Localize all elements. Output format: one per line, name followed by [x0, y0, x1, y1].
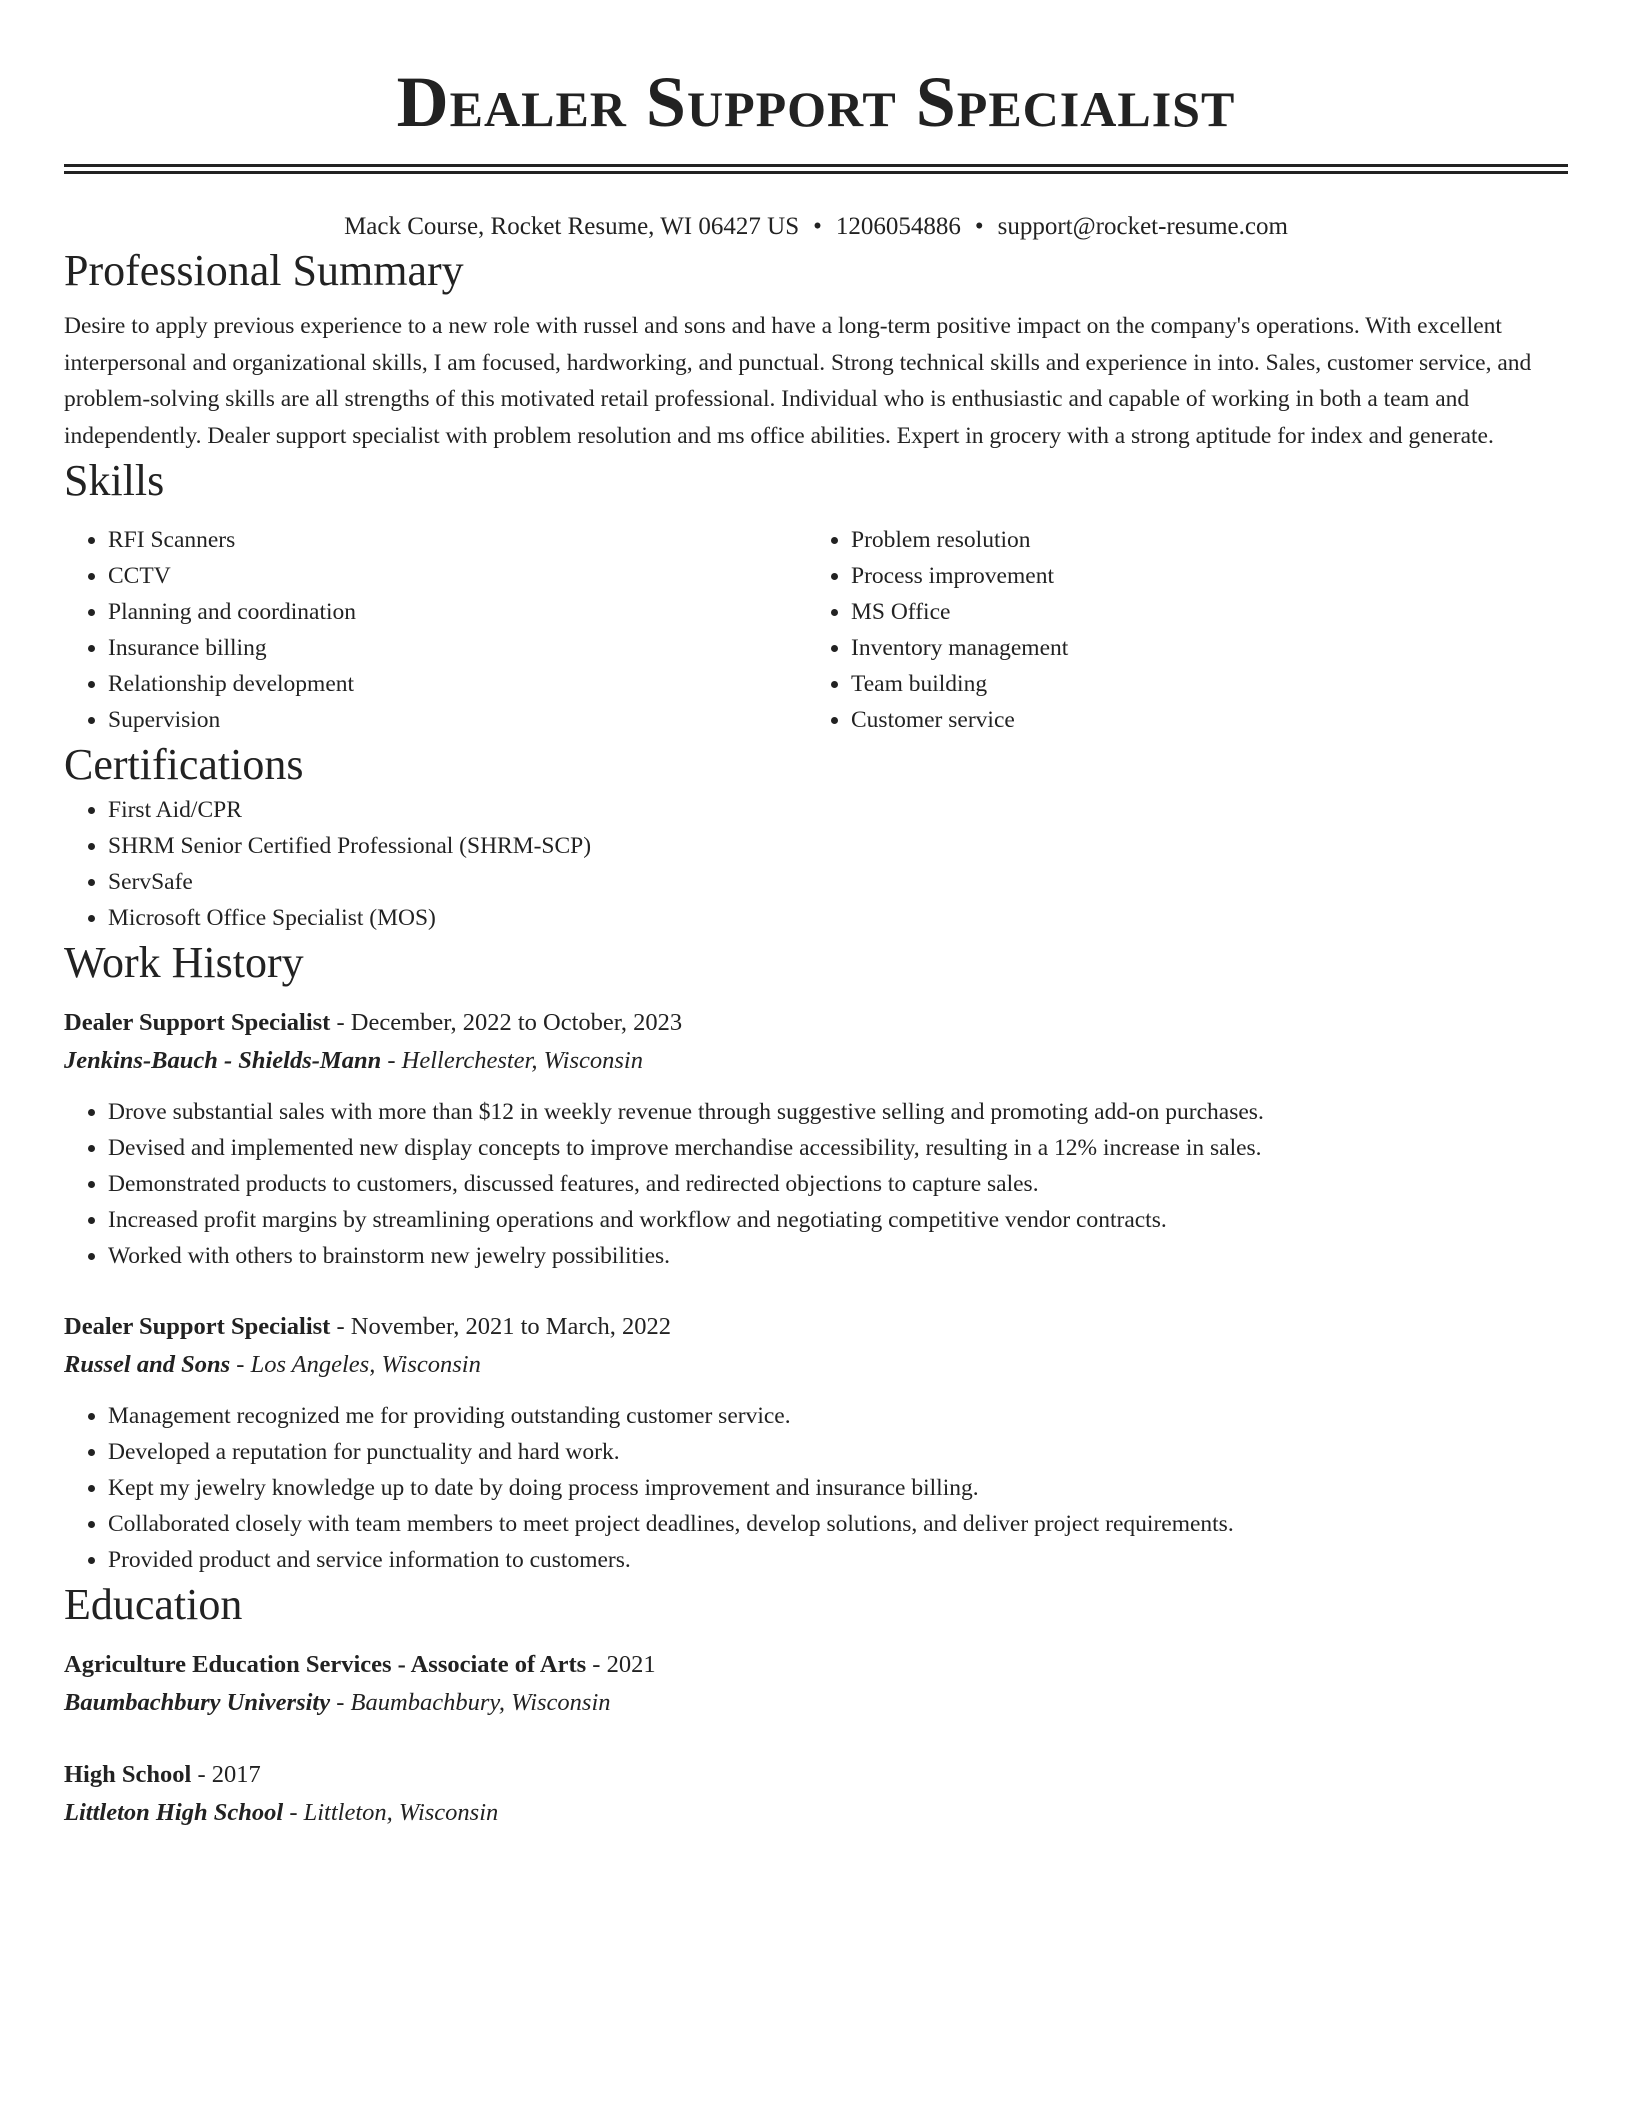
- job-company: Jenkins-Bauch - Shields-Mann: [64, 1047, 382, 1074]
- education-location: Littleton, Wisconsin: [303, 1799, 499, 1826]
- job-bullet: • Provided product and service information to customers.: [108, 1542, 1568, 1578]
- education-header: High School - 2017: [64, 1761, 261, 1788]
- skill-item: • Team building: [851, 666, 1550, 702]
- education-year: 2021: [606, 1651, 656, 1678]
- job-bullet: • Collaborated closely with team members to meet project deadlines, develop solutions, and deliver project requirements.: [108, 1506, 1568, 1542]
- section-title-skills: Skills: [64, 456, 165, 505]
- job-company: Russel and Sons: [64, 1351, 231, 1378]
- education-header: Agriculture Education Services - Associate of Arts - 2021: [64, 1651, 656, 1678]
- summary-paragraph: Desire to apply previous experience to a new role with russel and sons and have a long-term positive impact on the company's operations. With excellent interpersonal and organizational skills, I am focused, hardworking, and punctual. Strong technical skills and experience in into. Sales, customer service, and problem-solving skills are all strengths of this motivated retail professional. Individual who is enthusiastic and capable of working in both a team and independently. Dealer support specialist with problem resolution and ms office abilities. Expert in grocery with a strong aptitude for index and generate.: [64, 313, 1532, 449]
- contact-email: support@rocket-resume.com: [997, 213, 1288, 240]
- skill-item: • Process improvement: [851, 558, 1550, 594]
- skills-column-left: [64, 522, 807, 738]
- skill-item: • Problem resolution: [851, 522, 1550, 558]
- skill-item: • Planning and coordination: [108, 594, 807, 630]
- job-header: Dealer Support Specialist - December, 2022 to October, 2023: [64, 1009, 683, 1036]
- job-employer-line: Jenkins-Bauch - Shields-Mann - Hellerchester, Wisconsin: [64, 1047, 643, 1074]
- education-school-line: Baumbachbury University - Baumbachbury, Wisconsin: [64, 1689, 611, 1716]
- certification-item: • SHRM Senior Certified Professional (SHRM-SCP): [108, 828, 1568, 864]
- job-employer-line: Russel and Sons - Los Angeles, Wisconsin: [64, 1351, 481, 1378]
- job-location: Hellerchester, Wisconsin: [401, 1047, 643, 1074]
- skill-item: • MS Office: [851, 594, 1550, 630]
- certifications-list: [64, 792, 1568, 936]
- skills-list-left: [64, 522, 807, 738]
- section-title-summary: Professional Summary: [64, 246, 464, 295]
- education-entry: [64, 1646, 1568, 1722]
- section-title-work-history: Work History: [64, 938, 304, 987]
- certification-item: • ServSafe: [108, 864, 1568, 900]
- education-school: Littleton High School: [64, 1799, 284, 1826]
- contact-separator: •: [813, 213, 822, 240]
- job-bullets: [64, 1094, 1568, 1274]
- contact-separator: •: [974, 213, 984, 240]
- contact-address: Mack Course, Rocket Resume, WI 06427 US: [344, 213, 800, 240]
- skill-item: • Relationship development: [108, 666, 807, 702]
- resume-title: Dealer Support Specialist: [396, 62, 1236, 142]
- job-role: Dealer Support Specialist: [64, 1313, 331, 1340]
- skills-list-right: [807, 522, 1550, 738]
- section-title-education: Education: [64, 1580, 243, 1629]
- contact-phone: 1206054886: [835, 213, 961, 240]
- section-title-certifications: Certifications: [64, 740, 304, 789]
- contact-line: [64, 210, 1568, 244]
- job-dates: December, 2022 to October, 2023: [350, 1009, 683, 1036]
- education-school: Baumbachbury University: [64, 1689, 331, 1716]
- education-location: Baumbachbury, Wisconsin: [350, 1689, 611, 1716]
- education-degree: High School: [64, 1761, 192, 1788]
- job-bullet: • Developed a reputation for punctuality and hard work.: [108, 1434, 1568, 1470]
- skill-item: • Insurance billing: [108, 630, 807, 666]
- skills-grid: [64, 522, 1568, 738]
- job-location: Los Angeles, Wisconsin: [250, 1351, 481, 1378]
- skill-item: • Inventory management: [851, 630, 1550, 666]
- job-bullet: • Drove substantial sales with more than $12 in weekly revenue through suggestive selling and promoting add-on purchases.: [108, 1094, 1568, 1130]
- education-year: 2017: [211, 1761, 261, 1788]
- education-school-line: Littleton High School - Littleton, Wisconsin: [64, 1799, 499, 1826]
- job-bullet: • Devised and implemented new display concepts to improve merchandise accessibility, resulting in a 12% increase in sales.: [108, 1130, 1568, 1166]
- job-bullets: [64, 1398, 1568, 1578]
- job-header: Dealer Support Specialist - November, 2021 to March, 2022: [64, 1313, 671, 1340]
- skills-column-right: [807, 522, 1550, 738]
- skill-item: • CCTV: [108, 558, 807, 594]
- skill-item: • Supervision: [108, 702, 807, 738]
- job-bullet: • Management recognized me for providing outstanding customer service.: [108, 1398, 1568, 1434]
- job-dates: November, 2021 to March, 2022: [350, 1313, 671, 1340]
- certification-item: • Microsoft Office Specialist (MOS): [108, 900, 1568, 936]
- job-entry: [64, 1004, 1568, 1274]
- education-degree: Agriculture Education Services - Associate of Arts: [64, 1651, 587, 1678]
- skill-item: • Customer service: [851, 702, 1550, 738]
- job-entry: [64, 1308, 1568, 1578]
- job-bullet: • Demonstrated products to customers, discussed features, and redirected objections to capture sales.: [108, 1166, 1568, 1202]
- education-entry: [64, 1756, 1568, 1832]
- certification-item: • First Aid/CPR: [108, 792, 1568, 828]
- title-double-rule: [64, 164, 1568, 174]
- job-role: Dealer Support Specialist: [64, 1009, 331, 1036]
- job-bullet: • Kept my jewelry knowledge up to date by doing process improvement and insurance billing.: [108, 1470, 1568, 1506]
- job-bullet: • Worked with others to brainstorm new jewelry possibilities.: [108, 1238, 1568, 1274]
- job-bullet: • Increased profit margins by streamlining operations and workflow and negotiating competitive vendor contracts.: [108, 1202, 1568, 1238]
- skill-item: • RFI Scanners: [108, 522, 807, 558]
